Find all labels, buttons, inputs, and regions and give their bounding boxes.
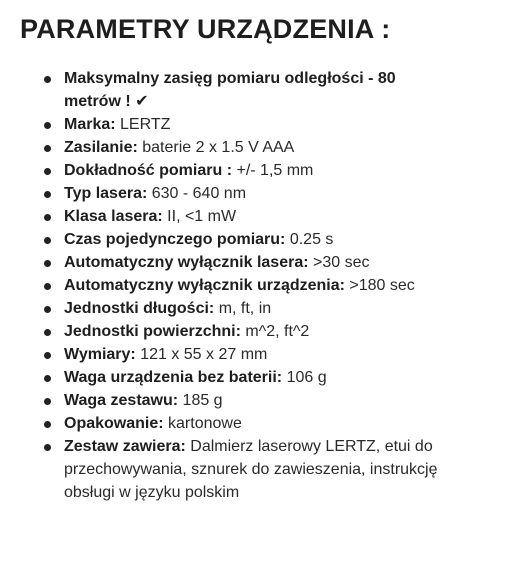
spec-label: Czas pojedynczego pomiaru: [64, 231, 286, 248]
spec-label: Maksymalny zasięg pomiaru odległości - 80 metrów ! ✔ [64, 70, 396, 110]
spec-item-laser-class [64, 205, 444, 228]
spec-item-packaging [64, 412, 444, 435]
spec-value: m^2, ft^2 [240, 323, 310, 340]
spec-item-laser-auto-off [64, 251, 444, 274]
page-title: PARAMETRY URZĄDZENIA : [20, 14, 391, 44]
spec-item-package-contents [64, 435, 444, 504]
spec-value: 630 - 640 nm [147, 185, 247, 202]
bullet-icon [44, 76, 51, 83]
spec-item-accuracy [64, 159, 444, 182]
spec-list [64, 67, 444, 504]
spec-value: LERTZ [115, 116, 171, 133]
bullet-icon [44, 329, 51, 336]
spec-value: m, ft, in [214, 300, 272, 317]
bullet-icon [44, 352, 51, 359]
spec-label: Typ lasera: [64, 185, 148, 202]
spec-item-set-weight [64, 389, 444, 412]
spec-item-max-range [64, 67, 444, 113]
spec-value: >180 sec [344, 277, 415, 294]
spec-label: Dokładność pomiaru : [64, 162, 233, 179]
spec-label: Automatyczny wyłącznik urządzenia: [64, 277, 345, 294]
spec-item-device-weight [64, 366, 444, 389]
bullet-icon [44, 375, 51, 382]
spec-item-area-units [64, 320, 444, 343]
spec-label: Wymiary: [64, 346, 136, 363]
spec-value: 121 x 55 x 27 mm [135, 346, 268, 363]
bullet-icon [44, 283, 51, 290]
bullet-icon [44, 398, 51, 405]
spec-value: Dalmierz laserowy LERTZ, etui do przechowywania, sznurek do zawieszenia, instrukcję obsługi w języku polskim [64, 438, 438, 501]
spec-label: Klasa lasera: [64, 208, 163, 225]
spec-label: Marka: [64, 116, 116, 133]
bullet-icon [44, 168, 51, 175]
bullet-icon [44, 145, 51, 152]
bullet-icon [44, 214, 51, 221]
bullet-icon [44, 122, 51, 129]
spec-label: Opakowanie: [64, 415, 164, 432]
spec-value: +/- 1,5 mm [232, 162, 314, 179]
spec-label: Waga zestawu: [64, 392, 179, 409]
spec-value: kartonowe [163, 415, 242, 432]
spec-item-dimensions [64, 343, 444, 366]
spec-label: Waga urządzenia bez baterii: [64, 369, 283, 386]
spec-value: baterie 2 x 1.5 V AAA [137, 139, 295, 156]
spec-label: Jednostki powierzchni: [64, 323, 241, 340]
spec-value: II, <1 mW [162, 208, 237, 225]
bullet-icon [44, 421, 51, 428]
bullet-icon [44, 444, 51, 451]
spec-item-brand [64, 113, 444, 136]
spec-item-laser-type [64, 182, 444, 205]
bullet-icon [44, 306, 51, 313]
bullet-icon [44, 191, 51, 198]
spec-item-length-units [64, 297, 444, 320]
spec-item-measure-time [64, 228, 444, 251]
spec-value: 106 g [282, 369, 327, 386]
bullet-icon [44, 237, 51, 244]
spec-label: Jednostki długości: [64, 300, 215, 317]
spec-label: Zasilanie: [64, 139, 138, 156]
bullet-icon [44, 260, 51, 267]
spec-value: 185 g [178, 392, 223, 409]
spec-item-power [64, 136, 444, 159]
spec-value: >30 sec [308, 254, 370, 271]
spec-value: 0.25 s [285, 231, 334, 248]
spec-label: Automatyczny wyłącznik lasera: [64, 254, 309, 271]
spec-label: Zestaw zawiera: [64, 438, 186, 455]
spec-item-device-auto-off [64, 274, 444, 297]
